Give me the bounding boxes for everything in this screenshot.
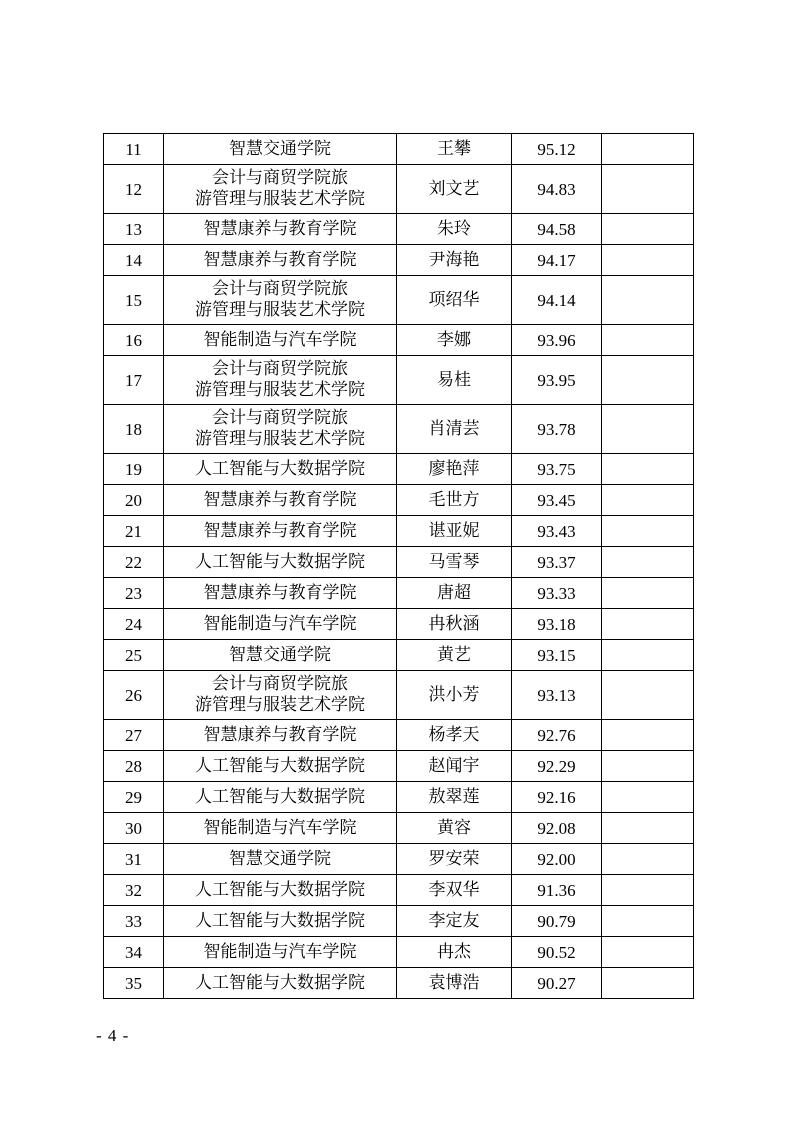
- college-line: 游管理与服装艺术学院: [195, 300, 365, 320]
- college-line: 智能制造与汽车学院: [203, 329, 357, 350]
- name-cell: 洪小芳: [397, 671, 512, 720]
- name-cell: 李双华: [397, 875, 512, 906]
- table-row: [104, 609, 694, 640]
- note-cell: [602, 671, 694, 720]
- name-cell: 黄艺: [397, 640, 512, 671]
- college-line: 智慧交通学院: [229, 644, 331, 665]
- note-cell: [602, 214, 694, 245]
- row-number-cell: 21: [104, 516, 164, 547]
- row-number-cell: 33: [104, 906, 164, 937]
- name-cell: 易桂: [397, 356, 512, 405]
- note-cell: [602, 454, 694, 485]
- score-cell: 92.00: [512, 844, 602, 875]
- college-cell: [164, 844, 397, 875]
- row-number-cell: 11: [104, 134, 164, 165]
- table-row: [104, 454, 694, 485]
- name-cell: 唐超: [397, 578, 512, 609]
- note-cell: [602, 325, 694, 356]
- table-row: [104, 720, 694, 751]
- college-line: 智慧交通学院: [229, 848, 331, 869]
- table-row: [104, 547, 694, 578]
- note-cell: [602, 578, 694, 609]
- college-line: 人工智能与大数据学院: [195, 551, 365, 572]
- note-cell: [602, 356, 694, 405]
- college-cell: [164, 720, 397, 751]
- table-row: [104, 875, 694, 906]
- college-cell: [164, 875, 397, 906]
- score-cell: 94.17: [512, 245, 602, 276]
- table-row: [104, 782, 694, 813]
- name-cell: 廖艳萍: [397, 454, 512, 485]
- college-cell: [164, 214, 397, 245]
- table-row: [104, 516, 694, 547]
- score-cell: 93.43: [512, 516, 602, 547]
- note-cell: [602, 640, 694, 671]
- name-cell: 谌亚妮: [397, 516, 512, 547]
- table-row: [104, 844, 694, 875]
- name-cell: 黄容: [397, 813, 512, 844]
- row-number-cell: 23: [104, 578, 164, 609]
- college-cell: [164, 813, 397, 844]
- note-cell: [602, 906, 694, 937]
- college-line: 智慧康养与教育学院: [203, 218, 357, 239]
- college-line: 会计与商贸学院旅: [212, 408, 348, 428]
- college-line: 人工智能与大数据学院: [195, 910, 365, 931]
- college-line: 智慧康养与教育学院: [203, 249, 357, 270]
- college-line: 人工智能与大数据学院: [195, 458, 365, 479]
- table-row: [104, 578, 694, 609]
- note-cell: [602, 720, 694, 751]
- name-cell: 袁博浩: [397, 968, 512, 999]
- note-cell: [602, 813, 694, 844]
- college-cell: [164, 454, 397, 485]
- table-row: [104, 325, 694, 356]
- college-cell: [164, 356, 397, 405]
- college-cell: [164, 245, 397, 276]
- college-line: 游管理与服装艺术学院: [195, 429, 365, 449]
- note-cell: [602, 875, 694, 906]
- score-cell: 90.27: [512, 968, 602, 999]
- college-line: 游管理与服装艺术学院: [195, 695, 365, 715]
- score-cell: 94.83: [512, 165, 602, 214]
- row-number-cell: 17: [104, 356, 164, 405]
- college-cell: [164, 937, 397, 968]
- name-cell: 赵闻宇: [397, 751, 512, 782]
- college-line: 会计与商贸学院旅: [212, 168, 348, 188]
- row-number-cell: 19: [104, 454, 164, 485]
- college-cell: [164, 516, 397, 547]
- row-number-cell: 32: [104, 875, 164, 906]
- score-cell: 95.12: [512, 134, 602, 165]
- college-line: 人工智能与大数据学院: [195, 755, 365, 776]
- college-line: 人工智能与大数据学院: [195, 786, 365, 807]
- name-cell: 肖清芸: [397, 405, 512, 454]
- name-cell: 项绍华: [397, 276, 512, 325]
- row-number-cell: 27: [104, 720, 164, 751]
- college-cell: [164, 782, 397, 813]
- note-cell: [602, 276, 694, 325]
- college-line: 游管理与服装艺术学院: [195, 380, 365, 400]
- college-line: 智慧康养与教育学院: [203, 582, 357, 603]
- note-cell: [602, 609, 694, 640]
- score-cell: 93.33: [512, 578, 602, 609]
- college-cell: [164, 325, 397, 356]
- college-cell: [164, 485, 397, 516]
- row-number-cell: 35: [104, 968, 164, 999]
- row-number-cell: 25: [104, 640, 164, 671]
- row-number-cell: 28: [104, 751, 164, 782]
- score-cell: 93.13: [512, 671, 602, 720]
- note-cell: [602, 245, 694, 276]
- name-cell: 冉杰: [397, 937, 512, 968]
- note-cell: [602, 751, 694, 782]
- score-cell: 93.96: [512, 325, 602, 356]
- note-cell: [602, 844, 694, 875]
- college-cell: [164, 578, 397, 609]
- row-number-cell: 15: [104, 276, 164, 325]
- table-row: [104, 906, 694, 937]
- college-line: 智慧康养与教育学院: [203, 520, 357, 541]
- table-row: [104, 751, 694, 782]
- row-number-cell: 22: [104, 547, 164, 578]
- name-cell: 李娜: [397, 325, 512, 356]
- row-number-cell: 31: [104, 844, 164, 875]
- name-cell: 马雪琴: [397, 547, 512, 578]
- score-cell: 93.18: [512, 609, 602, 640]
- college-line: 智慧交通学院: [229, 138, 331, 159]
- row-number-cell: 30: [104, 813, 164, 844]
- page-number: - 4 -: [96, 1026, 130, 1045]
- row-number-cell: 13: [104, 214, 164, 245]
- name-cell: 王攀: [397, 134, 512, 165]
- score-cell: 92.08: [512, 813, 602, 844]
- name-cell: 刘文艺: [397, 165, 512, 214]
- college-cell: [164, 276, 397, 325]
- note-cell: [602, 516, 694, 547]
- college-line: 会计与商贸学院旅: [212, 279, 348, 299]
- name-cell: 杨孝天: [397, 720, 512, 751]
- name-cell: 尹海艳: [397, 245, 512, 276]
- row-number-cell: 34: [104, 937, 164, 968]
- table-row: [104, 813, 694, 844]
- table-row: [104, 214, 694, 245]
- score-cell: 93.75: [512, 454, 602, 485]
- table-row: [104, 356, 694, 405]
- note-cell: [602, 405, 694, 454]
- college-cell: [164, 134, 397, 165]
- score-cell: 94.14: [512, 276, 602, 325]
- college-cell: [164, 906, 397, 937]
- college-line: 人工智能与大数据学院: [195, 879, 365, 900]
- college-cell: [164, 751, 397, 782]
- note-cell: [602, 485, 694, 516]
- row-number-cell: 18: [104, 405, 164, 454]
- college-line: 智能制造与汽车学院: [203, 817, 357, 838]
- name-cell: 朱玲: [397, 214, 512, 245]
- college-cell: [164, 165, 397, 214]
- college-line: 人工智能与大数据学院: [195, 972, 365, 993]
- row-number-cell: 29: [104, 782, 164, 813]
- row-number-cell: 14: [104, 245, 164, 276]
- score-cell: 93.45: [512, 485, 602, 516]
- college-line: 游管理与服装艺术学院: [195, 189, 365, 209]
- row-number-cell: 12: [104, 165, 164, 214]
- college-line: 智能制造与汽车学院: [203, 613, 357, 634]
- note-cell: [602, 782, 694, 813]
- college-cell: [164, 968, 397, 999]
- name-cell: 毛世方: [397, 485, 512, 516]
- college-line: 会计与商贸学院旅: [212, 674, 348, 694]
- name-cell: 罗安荣: [397, 844, 512, 875]
- score-cell: 94.58: [512, 214, 602, 245]
- score-cell: 92.29: [512, 751, 602, 782]
- table-row: [104, 640, 694, 671]
- note-cell: [602, 165, 694, 214]
- note-cell: [602, 937, 694, 968]
- table-row: [104, 134, 694, 165]
- college-cell: [164, 547, 397, 578]
- college-line: 会计与商贸学院旅: [212, 359, 348, 379]
- table-row: [104, 245, 694, 276]
- table-row: [104, 405, 694, 454]
- score-cell: 92.16: [512, 782, 602, 813]
- score-cell: 93.15: [512, 640, 602, 671]
- score-cell: 93.37: [512, 547, 602, 578]
- row-number-cell: 24: [104, 609, 164, 640]
- college-cell: [164, 609, 397, 640]
- row-number-cell: 26: [104, 671, 164, 720]
- score-cell: 90.52: [512, 937, 602, 968]
- row-number-cell: 16: [104, 325, 164, 356]
- score-cell: 92.76: [512, 720, 602, 751]
- name-cell: 李定友: [397, 906, 512, 937]
- name-cell: 敖翠莲: [397, 782, 512, 813]
- note-cell: [602, 968, 694, 999]
- college-cell: [164, 671, 397, 720]
- score-cell: 90.79: [512, 906, 602, 937]
- results-table-body: [104, 134, 694, 999]
- table-row: [104, 165, 694, 214]
- table-row: [104, 485, 694, 516]
- college-line: 智慧康养与教育学院: [203, 724, 357, 745]
- table-row: [104, 276, 694, 325]
- table-row: [104, 937, 694, 968]
- table-row: [104, 968, 694, 999]
- row-number-cell: 20: [104, 485, 164, 516]
- note-cell: [602, 547, 694, 578]
- score-cell: 93.95: [512, 356, 602, 405]
- name-cell: 冉秋涵: [397, 609, 512, 640]
- college-line: 智慧康养与教育学院: [203, 489, 357, 510]
- score-cell: 93.78: [512, 405, 602, 454]
- college-cell: [164, 405, 397, 454]
- table-row: [104, 671, 694, 720]
- college-cell: [164, 640, 397, 671]
- college-line: 智能制造与汽车学院: [203, 941, 357, 962]
- score-cell: 91.36: [512, 875, 602, 906]
- results-table: [103, 133, 694, 999]
- note-cell: [602, 134, 694, 165]
